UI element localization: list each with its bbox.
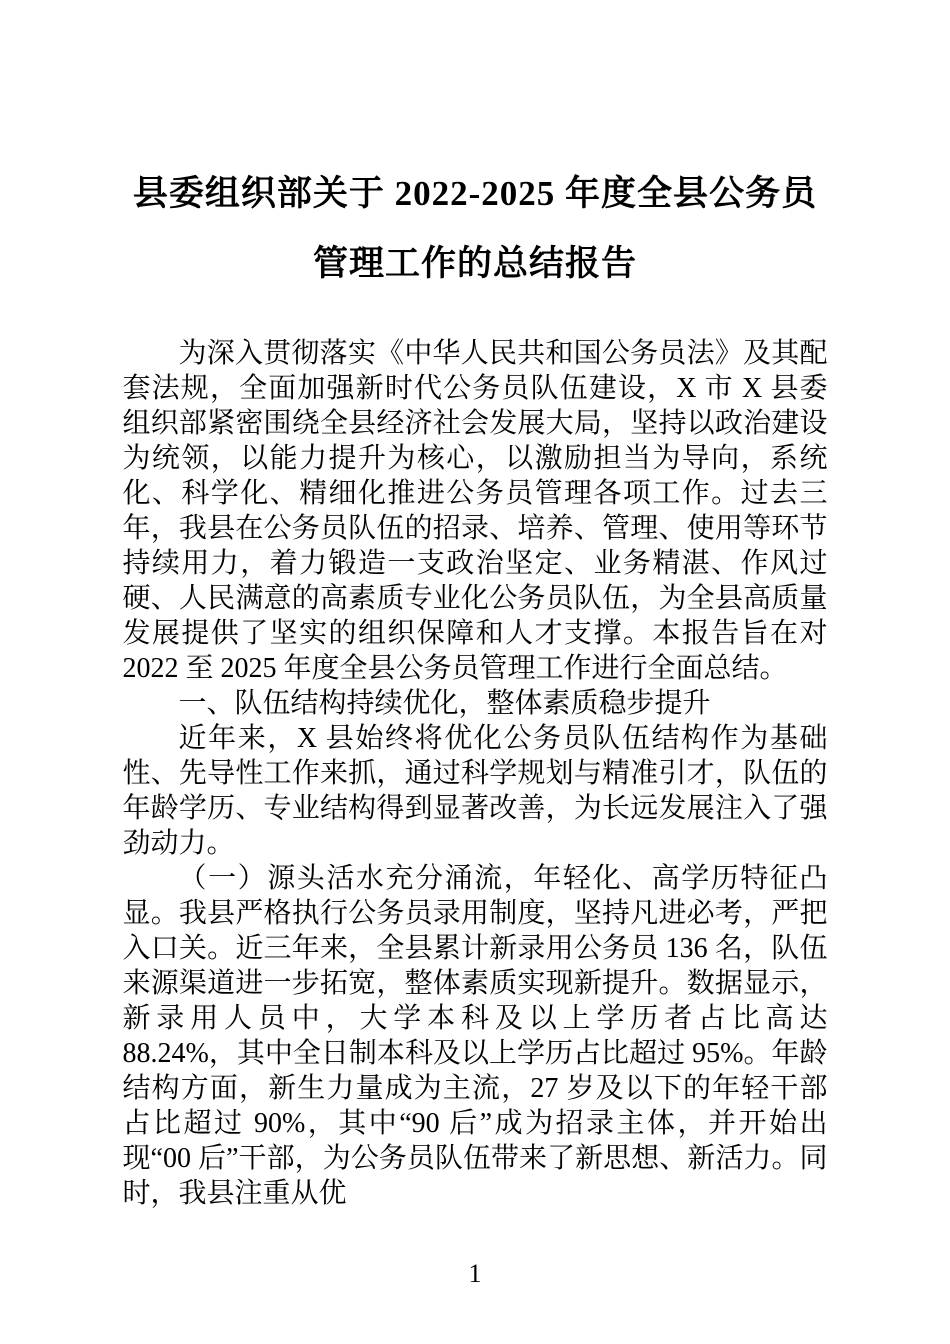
page-number: 1 [468, 1259, 482, 1288]
paragraph-introduction: 为深入贯彻落实《中华人民共和国公务员法》及其配套法规，全面加强新时代公务员队伍建设，X 市 X 县委组织部紧密围绕全县经济社会发展大局，坚持以政治建设为统领，以能力提升为核心，以激励担当为导向，系统化、科学化、精细化推进公务员管理各项工作。过去三年，我县在公务员队伍的招录、培养、管理、使用等环节持续用力，着力锻造一支政治坚定、业务精湛、作风过硬、人民满意的高素质专业化公务员队伍，为全县高质量发展提供了坚实的组织保障和人才支撑。本报告旨在对 2022 至 2025 年度全县公务员管理工作进行全面总结。 [122, 338, 828, 684]
title-line-2: 管理工作的总结报告 [312, 244, 637, 283]
paragraph-recruitment-stats: （一）源头活水充分涌流，年轻化、高学历特征凸显。我县严格执行公务员录用制度，坚持凡进必考，严把入口关。近三年来，全县累计新录用公务员 136 名，队伍来源渠道进一步拓宽，整体素质实现新提升。数据显示，新录用人员中，大学本科及以上学历者占比高达 88.24%，其中全日制本科及以上学历占比超过 95%。年龄结构方面，新生力量成为主流，27 岁及以下的年轻干部占比超过 90%，其中“90 后”成为招录主体，并开始出现“00 后”干部，为公务员队伍带来了新思想、新活力。同时，我县注重从优 [122, 863, 828, 1209]
title-line-1: 县委组织部关于 2022-2025 年度全县公务员 [132, 174, 818, 213]
page-footer [0, 1257, 950, 1291]
document-title [0, 0, 950, 299]
section-heading-1: 一、队伍结构持续优化，整体素质稳步提升 [178, 688, 711, 719]
document-body [123, 336, 828, 1211]
paragraph-team-structure: 近年来，X 县始终将优化公务员队伍结构作为基础性、先导性工作来抓，通过科学规划与精准引才，队伍的年龄学历、专业结构得到显著改善，为长远发展注入了强劲动力。 [122, 723, 828, 859]
